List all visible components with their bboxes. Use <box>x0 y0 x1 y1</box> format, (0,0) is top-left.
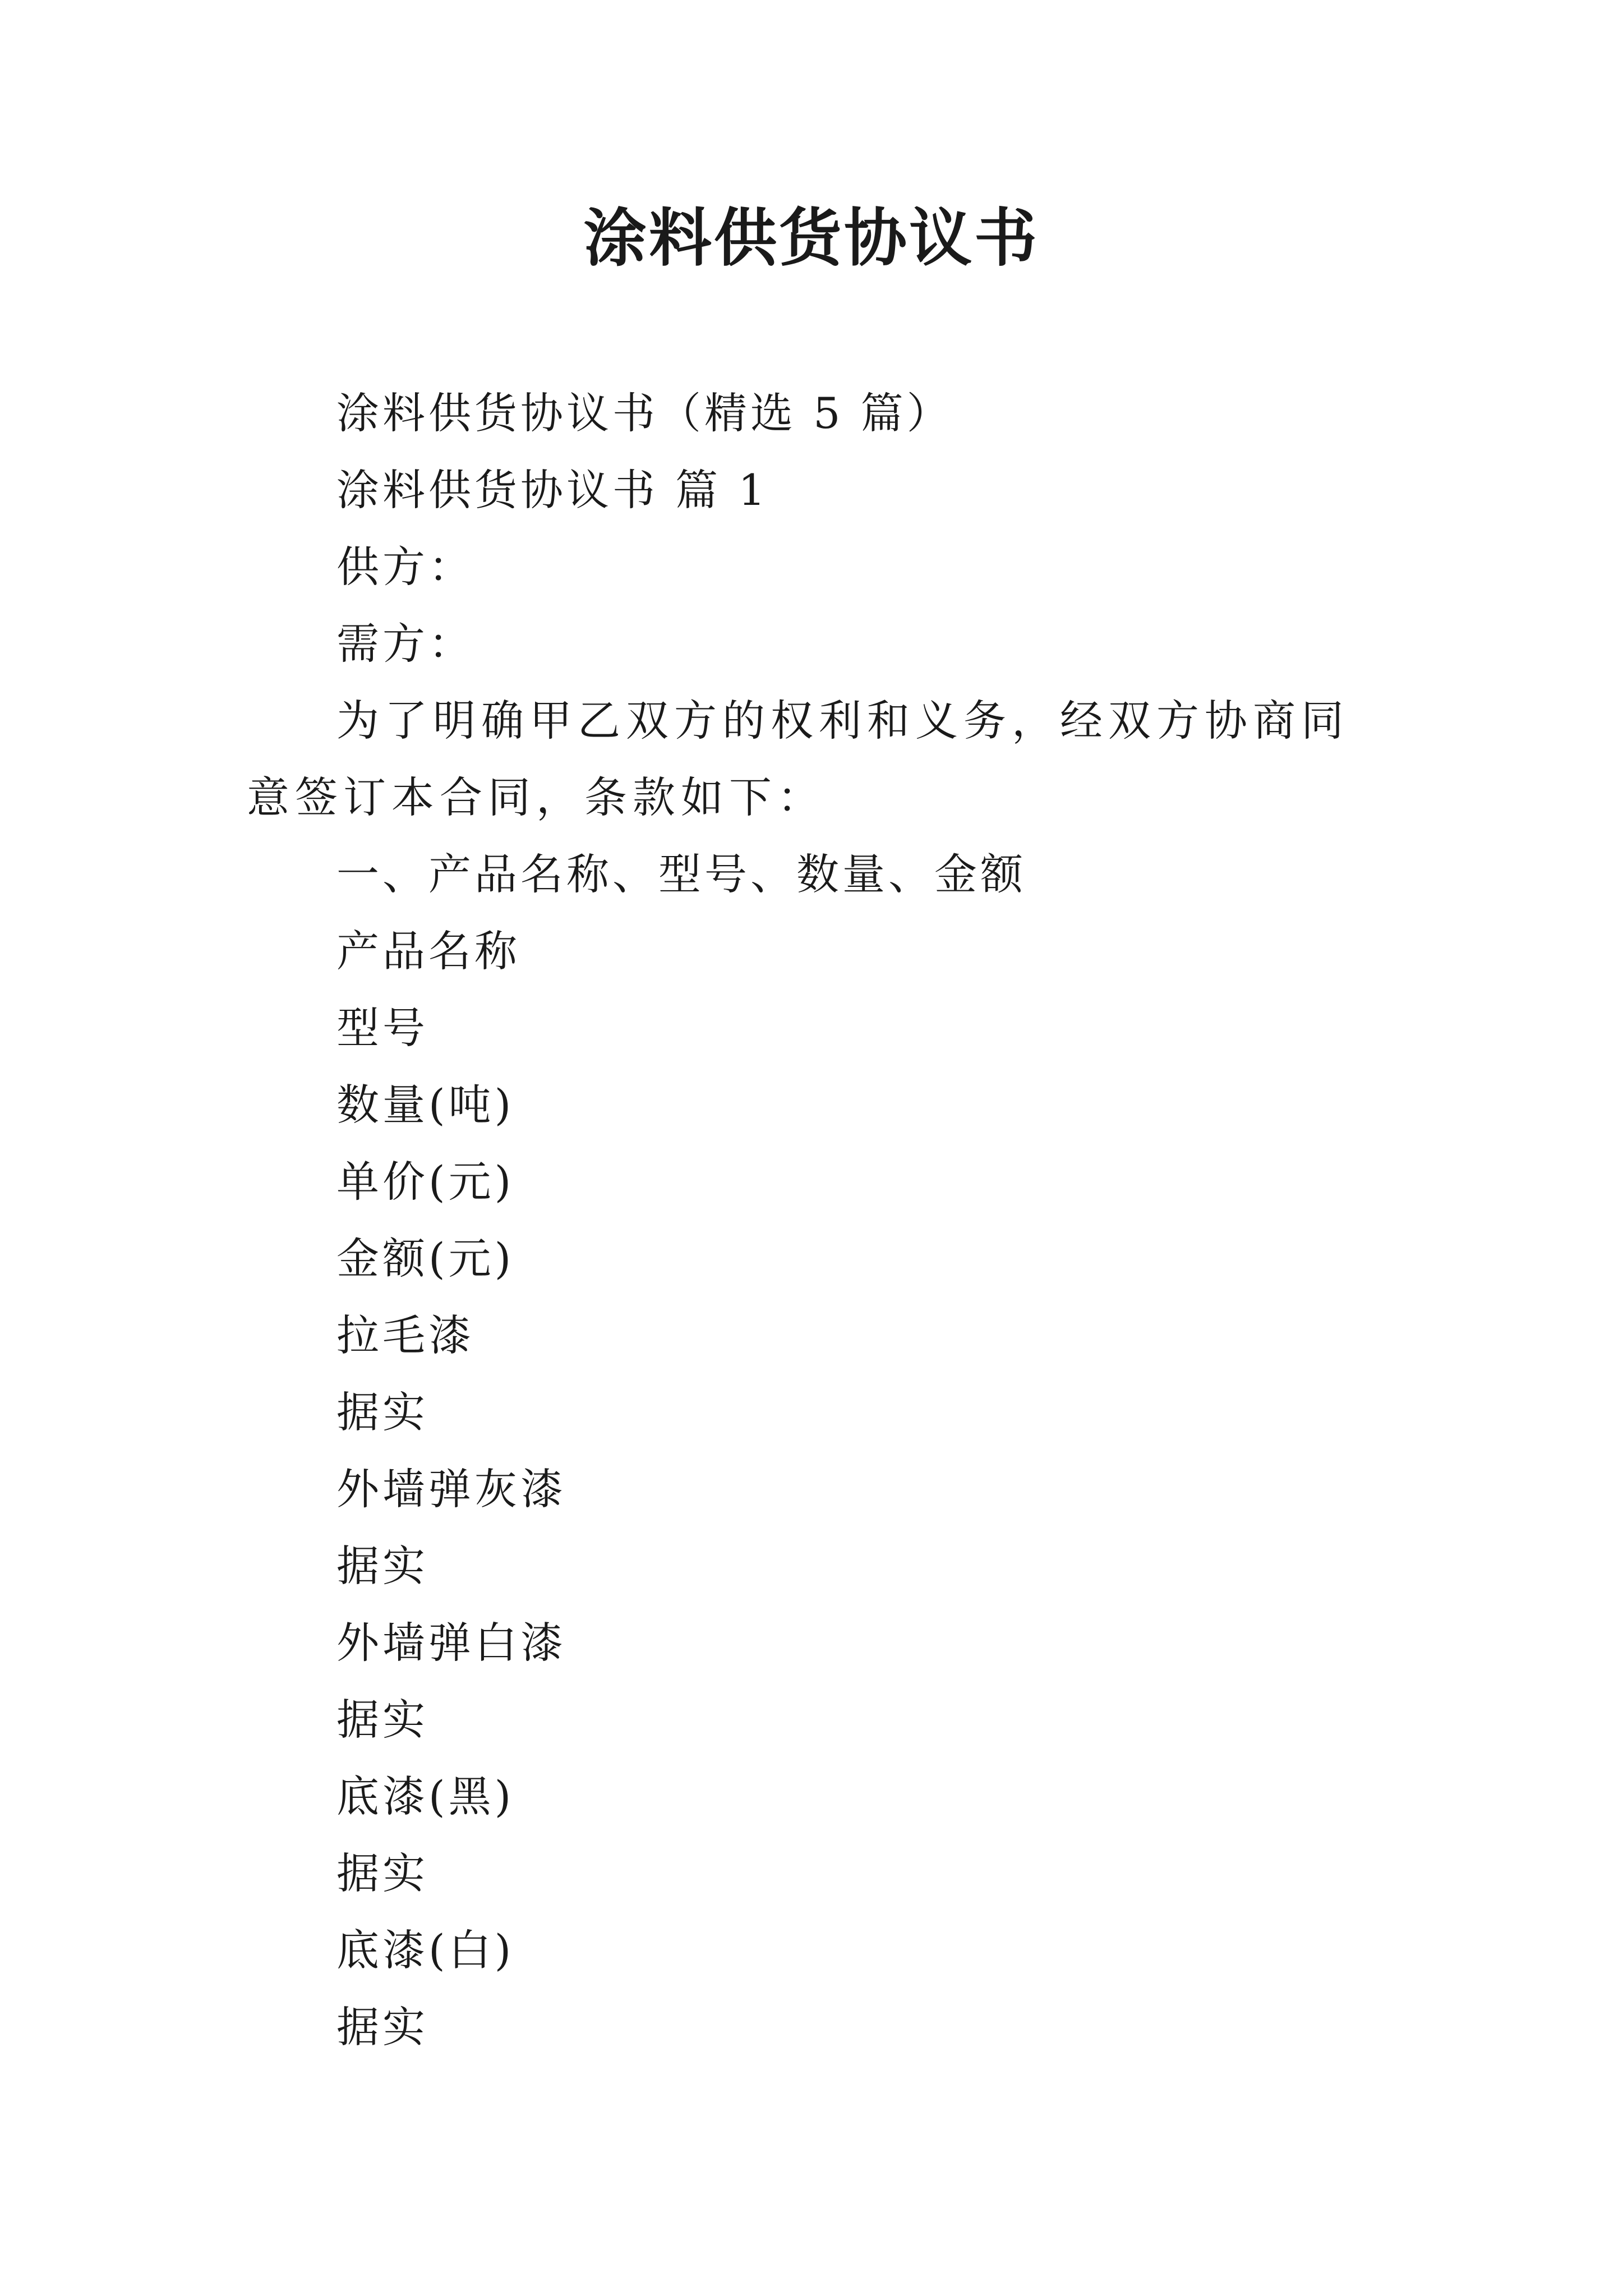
paragraph-item: 外墙弹灰漆 <box>336 1464 566 1514</box>
paragraph-item: 据实 <box>336 2002 428 2052</box>
paragraph-item: 数量(吨) <box>336 1080 515 1130</box>
paragraph-item: 底漆(黑) <box>336 1772 515 1821</box>
paragraph-item: 据实 <box>336 1541 428 1591</box>
paragraph-item: 金额(元) <box>336 1234 515 1283</box>
paragraph-item: 型号 <box>336 1003 428 1053</box>
document-body <box>247 375 1391 2065</box>
paragraph-subtitle: 涂料供货协议书（精选 5 篇） <box>336 388 953 438</box>
paragraph-item: 外墙弹白漆 <box>336 1618 566 1668</box>
paragraph-preamble: 为了明确甲乙双方的权利和义务，经双方协商同意签订本合同，条款如下： <box>247 696 1349 822</box>
document-title: 涂料供货协议书 <box>584 202 1039 275</box>
paragraph-item: 拉毛漆 <box>336 1310 474 1360</box>
paragraph-buyer: 需方： <box>336 619 474 669</box>
paragraph-supplier: 供方： <box>336 542 474 592</box>
paragraph-item: 据实 <box>336 1387 428 1437</box>
paragraph-item: 单价(元) <box>336 1157 515 1207</box>
paragraph-section-heading: 涂料供货协议书 篇 1 <box>336 465 769 515</box>
paragraph-item: 据实 <box>336 1695 428 1745</box>
paragraph-item: 产品名称 <box>336 926 520 976</box>
paragraph-item: 底漆(白) <box>336 1925 515 1975</box>
paragraph-item: 据实 <box>336 1848 428 1898</box>
paragraph-clause-1: 一、产品名称、型号、数量、金额 <box>336 849 1026 899</box>
